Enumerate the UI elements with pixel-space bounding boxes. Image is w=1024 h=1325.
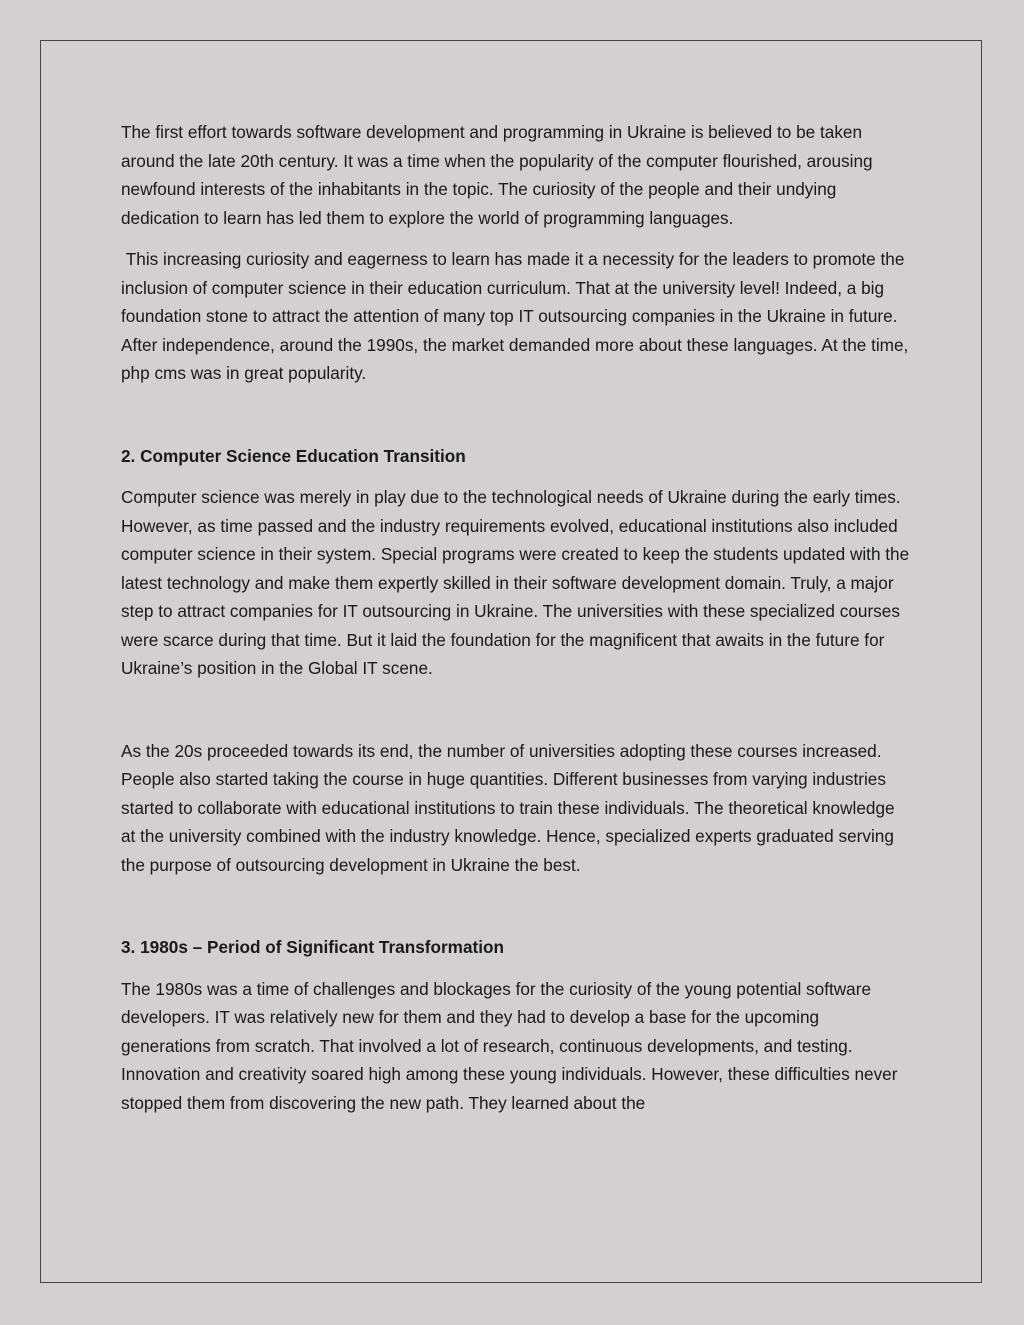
paragraph-curiosity: This increasing curiosity and eagerness to learn has made it a necessity for the leaders to promote the inclusion of computer science in their education curriculum. That at the university level! Indeed, a big foundation stone to attract the attention of many top IT outsourcing companies in the Ukraine in future. After independence, around the 1990s, the market demanded more about these languages. At the time, php cms was in great popularity.	[121, 249, 909, 383]
paragraph-universities: As the 20s proceeded towards its end, the number of universities adopting these courses increased. People also started taking the course in huge quantities. Different businesses from varying industries started to collaborate with educational institutions to train these individuals. The theoretical knowledge at the university combined with the industry knowledge. Hence, specialized experts graduated serving the purpose of outsourcing development in Ukraine the best.	[121, 740, 895, 875]
section-heading-1980s: 3. 1980s – Period of Significant Transformation	[121, 937, 505, 957]
paragraph-intro: The first effort towards software development and programming in Ukraine is believed to be taken around the late 20th century. It was a time when the popularity of the computer flourished, arousing newfound interests of the inhabitants in the topic. The curiosity of the people and their undying dedication to learn has led them to explore the world of programming languages.	[121, 122, 873, 228]
document-body	[121, 118, 911, 1117]
section-heading-education-transition: 2. Computer Science Education Transition	[121, 445, 466, 466]
paragraph-1980s: The 1980s was a time of challenges and blockages for the curiosity of the young potential software developers. IT was relatively new for them and they had to develop a base for the upcoming generations from scratch. That involved a lot of research, continuous developments, and testing. Innovation and creativity soared high among these young individuals. However, these difficulties never stopped them from discovering the new path. They learned about the	[121, 978, 898, 1113]
paragraph-computer-science: Computer science was merely in play due to the technological needs of Ukraine during the early times. However, as time passed and the industry requirements evolved, educational institutions also included computer science in their system. Special programs were created to keep the students updated with the latest technology and make them expertly skilled in their software development domain. Truly, a major step to attract companies for IT outsourcing in Ukraine. The universities with these specialized courses were scarce during that time. But it laid the foundation for the magnificent that awaits in the future for Ukraine’s position in the Global IT scene.	[121, 487, 910, 678]
